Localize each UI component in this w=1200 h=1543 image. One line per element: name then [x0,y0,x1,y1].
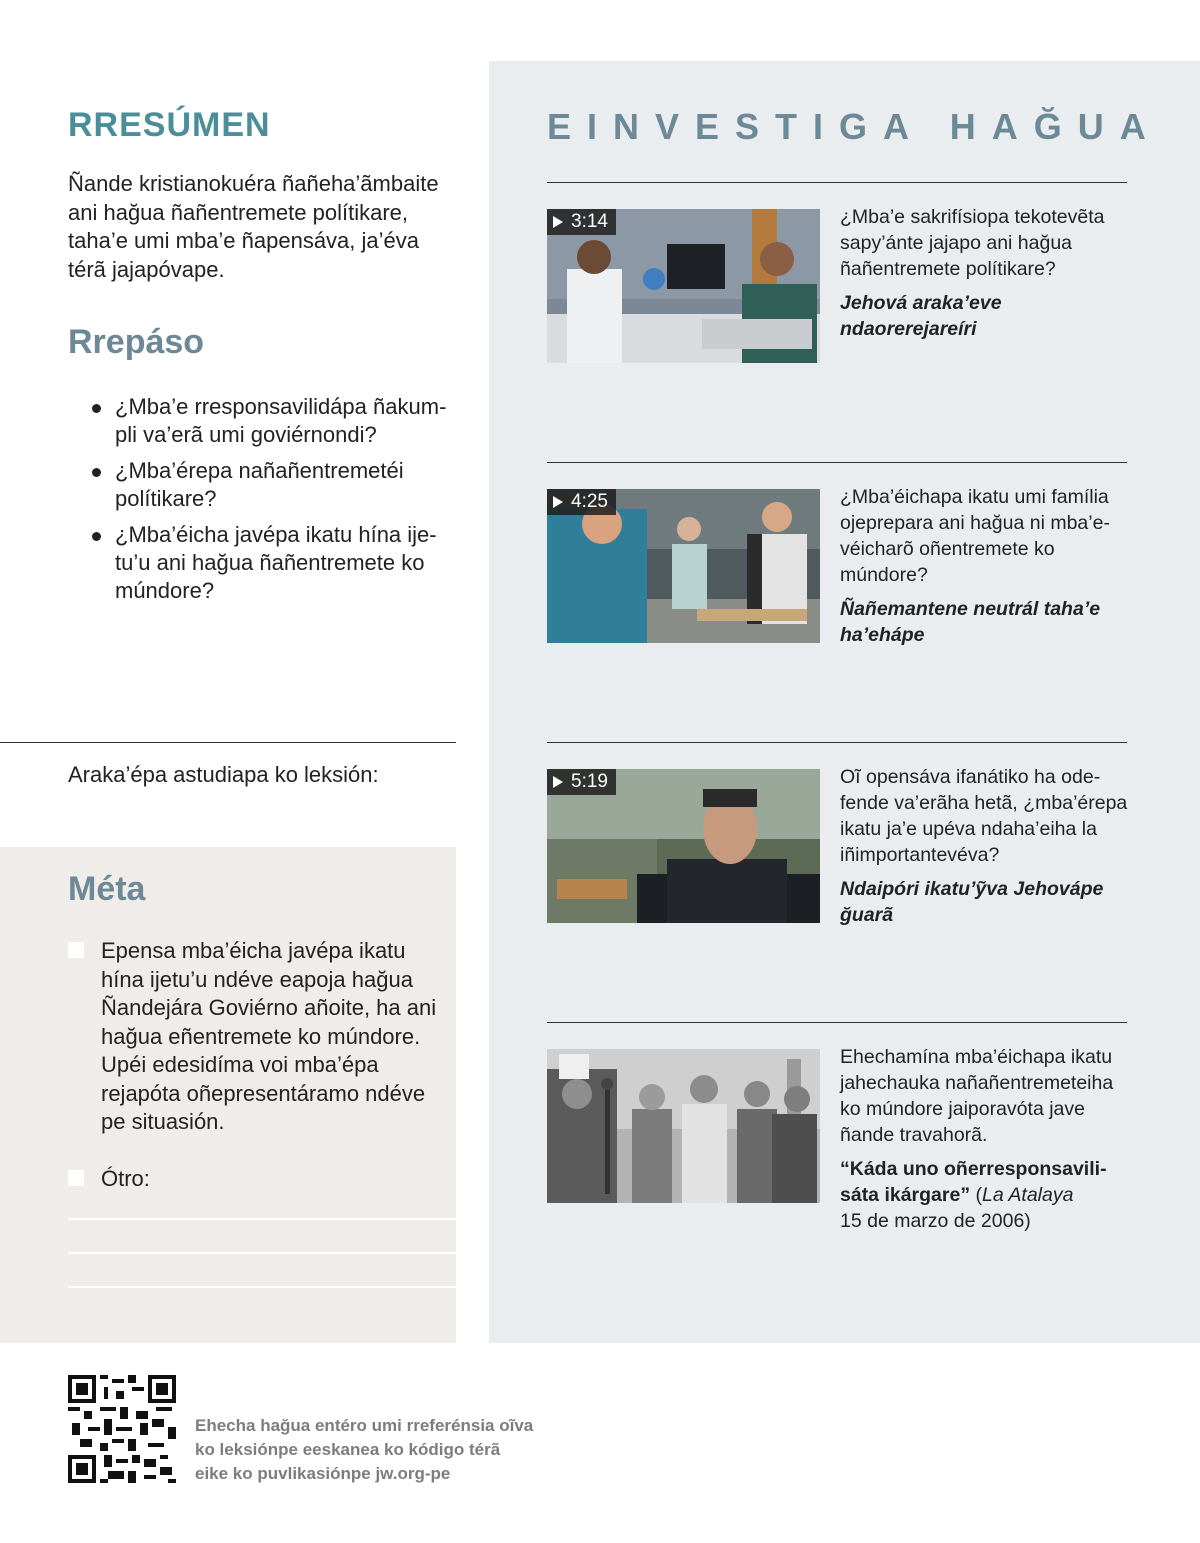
article-title[interactable]: “Káda uno oñerresponsavilisáta ikárgare” [840,1158,1107,1206]
article-source: La Atalaya [982,1184,1074,1206]
article-date: 15 de marzo de 2006) [840,1210,1031,1232]
investiga-question: ¿Mba’éichapa ikatu umi família ojeprepara ani hağua ni mba’evéicharõ oñentremete ko múndore? [840,486,1110,586]
writing-line[interactable] [68,1218,456,1220]
duration-badge [547,489,616,515]
repaso-question: ¿Mba’érepa nañañentremetéi polítikare? [115,458,404,511]
investiga-question: Ehechamína mba’éichapa ikatu jahechauka nañañentremeteiha ko múndore jaiporavóta jave ñande travahorã. [840,1046,1114,1146]
bullet-icon [92,532,101,541]
divider [547,1022,1127,1023]
video-duration: 5:19 [571,771,608,792]
goal-other-label: Ótro: [101,1166,150,1191]
qr-code [68,1375,176,1483]
goal-checkbox[interactable] [68,1170,84,1186]
video-duration: 3:14 [571,211,608,232]
list-item [92,457,460,513]
divider [547,742,1127,743]
duration-badge [547,209,616,235]
writing-line[interactable] [68,1252,456,1254]
play-icon [553,496,563,508]
goal-checkbox[interactable] [68,942,84,958]
list-item [92,393,460,449]
investiga-question: ¿Mba’e sakrifísiopa tekotevẽta sapy’ánte jajapo ani hağua ñañentremete polítikare? [840,206,1105,280]
goal-item-other [68,1165,438,1194]
investiga-heading: EINVESTIGA HAĞUA [547,106,1162,147]
repaso-list [92,393,460,613]
footer-text: Ehecha hağua entéro umi rreferénsia oĩva ko leksiónpe eeskanea ko kódigo térã eike ko puvlikasiónpe jw.org-pe [195,1416,534,1483]
investiga-item-3 [840,764,1132,928]
article-paren: ( [970,1184,983,1206]
goal-item [68,937,438,1137]
video-title-link[interactable]: Ndaipóri ikatu’ỹva Jehovápe ğuarã [840,878,1104,926]
divider [547,182,1127,183]
video-thumbnail-2[interactable] [547,489,820,643]
qr-code-icon[interactable] [68,1375,176,1483]
investiga-question: Oĩ opensáva ifanátiko ha odefende va’erãha hetã, ¿mba’érepa ikatu ja’e upéva ndaha’eiha la iñimportantevéva? [840,766,1128,866]
video-title-link[interactable]: Ñañemantene neutrál taha’e ha’ehápe [840,598,1101,646]
play-icon [553,776,563,788]
repaso-question: ¿Mba’éicha javépa ikatu hína ijetu’u ani hağua ñañentremete ko múndore? [115,522,437,603]
repaso-heading: Rrepáso [68,323,205,361]
repaso-question: ¿Mba’e rresponsavilidápa ñakumpli va’erã umi goviérnondi? [115,394,447,447]
bullet-icon [92,468,101,477]
video-thumbnail-1[interactable] [547,209,820,363]
illustration-thumbnail[interactable] [547,1049,820,1203]
video-thumbnail-3[interactable] [547,769,820,923]
ancient-court-illustration [547,1049,820,1203]
meta-heading: Méta [68,870,146,908]
play-icon [553,216,563,228]
video-title-link[interactable]: Jehová araka’eve ndaorerejareíri [840,292,1002,340]
studied-date-label: Araka’épa astudiapa ko leksión: [68,762,379,787]
list-item [92,521,460,605]
investiga-item-2 [840,484,1132,648]
duration-badge [547,769,616,795]
article-reference[interactable] [840,1156,1132,1234]
investiga-item-1 [840,204,1132,342]
investiga-item-4 [840,1044,1132,1234]
resumen-text: Ñande kristianokuéra ñañeha’ãmbaite ani hağua ñañentremete polítikare, taha’e umi mba’e ñapensáva, ja’éva térã jajapóvape. [68,171,439,282]
divider [547,462,1127,463]
goal-text: Epensa mba’éicha javépa ikatu hína ijetu’u ndéve eapoja hağua Ñandejára Goviérno añoite, ha ani hağua eñentremete ko múndore. Upéi edesidíma voi mba’épa rejapóta oñepresentáramo ndéve pe situasión. [101,938,437,1134]
writing-line[interactable] [68,1286,456,1288]
video-duration: 4:25 [571,491,608,512]
bullet-icon [92,404,101,413]
resumen-heading: RRESÚMEN [68,106,271,144]
divider [0,742,456,743]
